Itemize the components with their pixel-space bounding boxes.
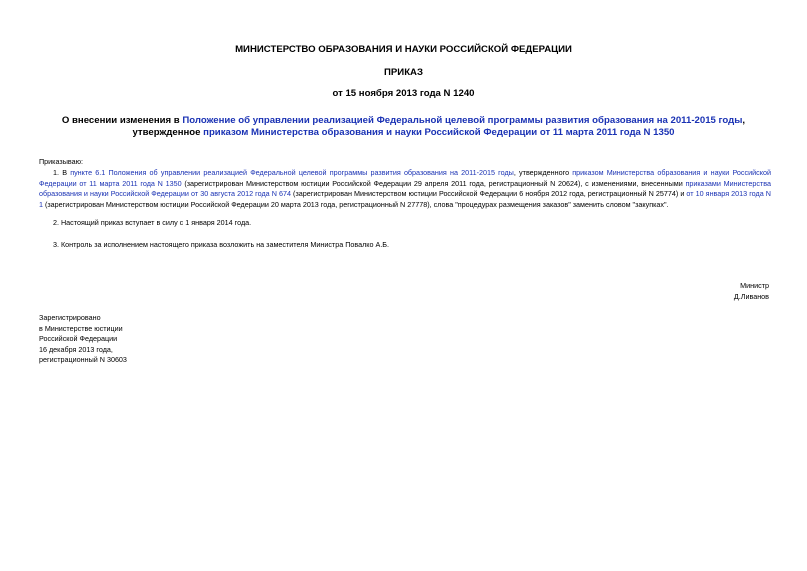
p1-text-1: 1. В bbox=[53, 168, 71, 177]
paragraph-1 bbox=[39, 168, 771, 211]
p1-link-order-1350[interactable]: приказом Министерства образования и науки Российской Федерации от 11 марта 2011 года N 1350 bbox=[39, 168, 771, 188]
subject-link-regulation[interactable]: Положение об управлении реализацией Федеральной целевой программы развития образования на 2011-2015 годы bbox=[182, 115, 743, 126]
subject-link-order-1350[interactable]: приказом Министерства образования и науки Российской Федерации от 11 марта 2011 года N 1350 bbox=[203, 127, 675, 138]
registration-number: регистрационный N 30603 bbox=[39, 355, 127, 364]
p1-text-4: (зарегистрирован Министерством юстиции Российской Федерации 6 ноября 2012 года, регистрационный N 25774) и bbox=[290, 189, 687, 199]
registration-date: 16 декабря 2013 года, bbox=[39, 344, 113, 354]
p1-link-order-674[interactable]: приказами Министерства образования и науки Российской Федерации от 30 августа 2012 года N 674 bbox=[39, 178, 771, 199]
order-date-number: от 15 ноября 2013 года N 1240 bbox=[332, 88, 475, 99]
p1-link-order-1[interactable]: от 10 января 2013 года N 1 bbox=[39, 189, 771, 210]
registration-line-1: Зарегистрировано bbox=[39, 313, 101, 322]
registration-block bbox=[39, 313, 127, 366]
p1-link-point-6-1[interactable]: пункте 6.1 Положения об управлении реализацией Федеральной целевой программы развития образования на 2011-2015 годы bbox=[70, 168, 514, 177]
p1-text-3: (зарегистрирован Министерством юстиции Российской Федерации 29 апреля 2011 года, регистрационный N 20624), с изменениями, внесенными bbox=[181, 178, 686, 188]
ministry-heading: МИНИСТЕРСТВО ОБРАЗОВАНИЯ И НАУКИ РОССИЙСКОЙ ФЕДЕРАЦИИ bbox=[235, 44, 572, 55]
subject-prefix: О внесении изменения в bbox=[61, 115, 183, 126]
paragraph-2: 2. Настоящий приказ вступает в силу с 1 января 2014 года. bbox=[53, 218, 252, 227]
signatory-title: Министр bbox=[740, 281, 769, 290]
registration-line-3: Российской Федерации bbox=[39, 334, 118, 343]
document-type-heading: ПРИКАЗ bbox=[384, 67, 423, 78]
p1-text-5: (зарегистрирован Министерством юстиции Российской Федерации 20 марта 2013 года, регистрационный N 27778), слова "процедурах размещения заказов" заменить словом "закупках". bbox=[43, 200, 669, 210]
order-subject bbox=[30, 115, 777, 139]
subject-middle: , утвержденное bbox=[132, 115, 746, 138]
registration-line-2: в Министерстве юстиции bbox=[39, 323, 123, 333]
prikazyvayu-label: Приказываю: bbox=[39, 157, 83, 166]
p1-text-2: , утвержденного bbox=[513, 168, 573, 177]
signatory-name: Д.Ливанов bbox=[733, 291, 769, 301]
signature-block bbox=[734, 281, 769, 302]
paragraph-3: 3. Контроль за исполнением настоящего приказа возложить на заместителя Министра Повалко А.Б. bbox=[53, 240, 390, 249]
